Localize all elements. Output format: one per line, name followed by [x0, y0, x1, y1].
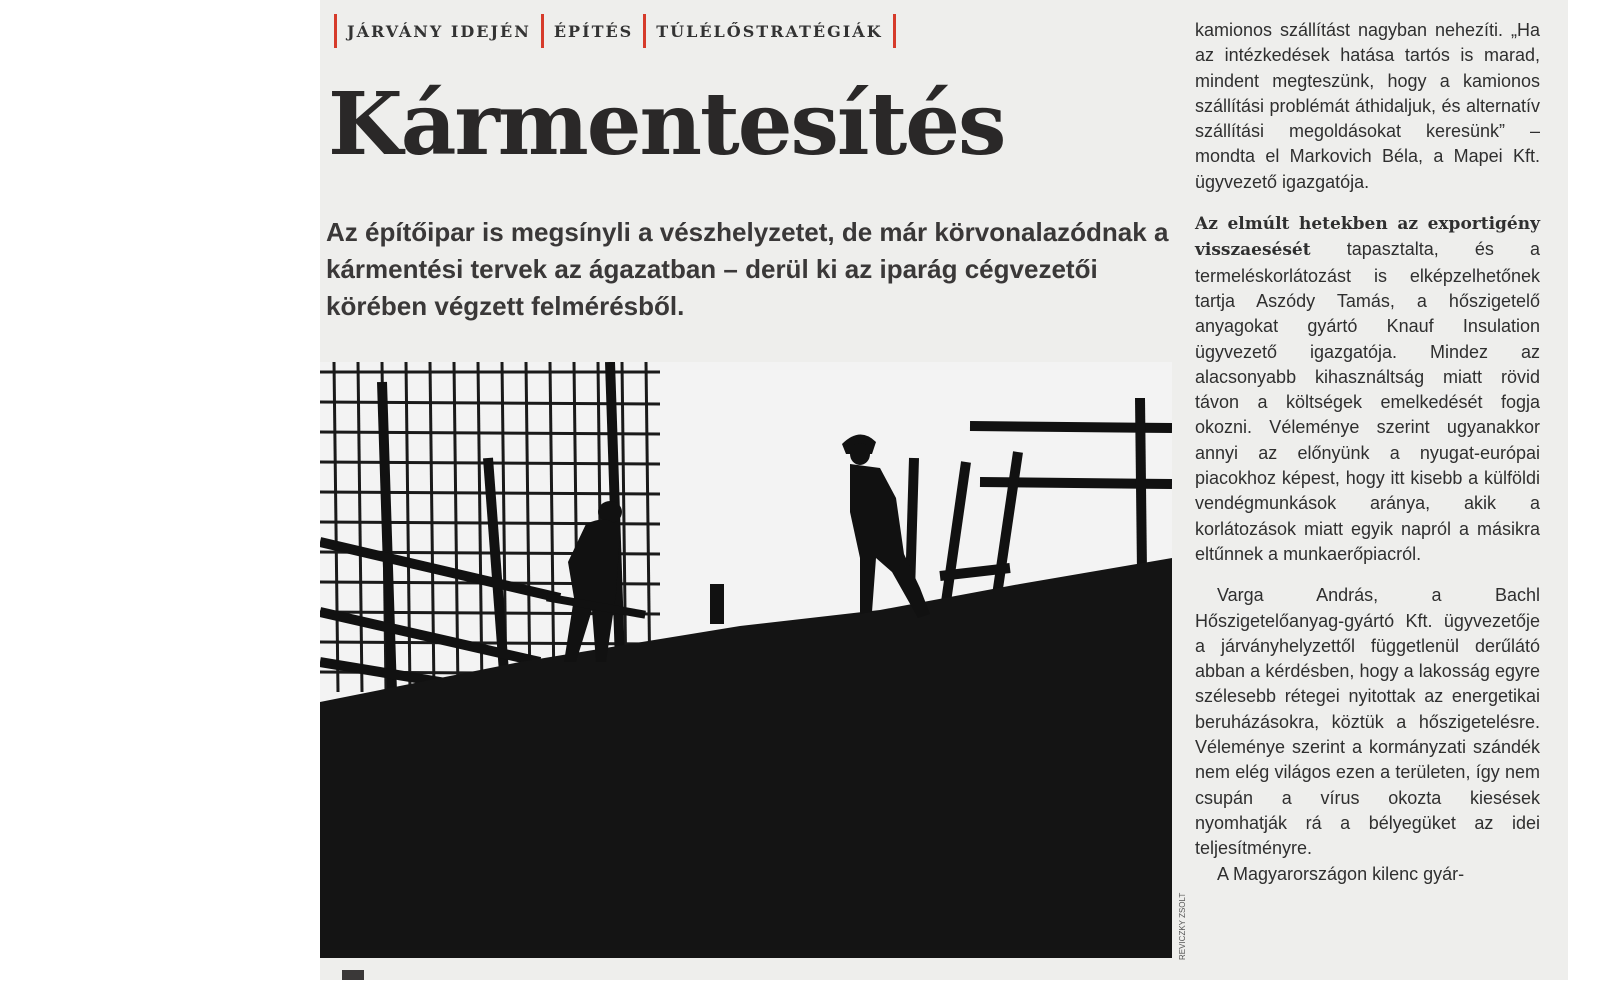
body-paragraph	[1195, 211, 1540, 567]
magazine-page	[320, 0, 1568, 980]
kicker-topic-1: JÁRVÁNY IDEJÉN	[347, 21, 531, 41]
body-paragraph: Varga András, a Bachl Hőszigetelőanyag-gyártó Kft. ügyvezetője a járványhelyzettől függetlenül derűlátó abban a kérdésben, hogy a lakosság egyre szélesebb rétegei nyitottak az energetikai beruházásokra, köztük a hőszigetelésre. Véleménye szerint a kormányzati szándék nem elég világos ezen a területen, így nem csupán a vírus okozta kiesések nyomhatják rá a bélyegüket az idei teljesítményre.	[1195, 585, 1540, 859]
kicker-topic-2: ÉPÍTÉS	[553, 21, 634, 41]
page-bottom-strip	[320, 962, 1568, 980]
body-paragraph: A Magyarországon kilenc gyár-	[1217, 863, 1465, 884]
kicker-divider	[541, 14, 544, 48]
drop-cap-fragment	[342, 970, 364, 980]
body-paragraph: kamionos szállítást nagyban nehezíti. „Ha az intézkedések hatása tartós is marad, mindent megteszünk, hogy a kamionos szállítási problémát áthidaljuk, és alternatív szállítási megoldásokat keresünk” – mondta el Markovich Béla, a Mapei Kft. ügyvezető igazgatója.	[1195, 20, 1540, 192]
kicker-divider	[893, 14, 896, 48]
run-in-heading: Az elmúlt hetekben az exportigény visszaesését	[1195, 214, 1540, 261]
construction-photo	[320, 362, 1172, 958]
photo-credit: REVICZKY ZSOLT	[1178, 892, 1187, 960]
article-headline: Kármentesítés	[328, 74, 1005, 175]
silhouette-illustration	[320, 362, 1172, 958]
kicker-topic-3: TÚLÉLŐSTRATÉGIÁK	[656, 21, 883, 41]
section-kicker	[334, 14, 906, 48]
article-lead: Az építőipar is megsínyli a vészhelyzetet, de már körvonalazódnak a kármentési tervek az ágazatban – derül ki az iparág cégvezetői körében végzett felmérésből.	[326, 217, 1169, 321]
body-text: tapasztalta, és a termeléskorlátozást is elképzelhetőnek tartja Aszódy Tamás, a hőszigetelő anyagokat gyártó Knauf Insulation ügyvezető igazgatója. Mindez az alacsonyabb kihasználtság miatt rövid távon a költségek emelkedését fogja okozni. Véleménye szerint ugyanakkor annyi az előnyünk a nyugat-európai piacokhoz képest, hogy itt kisebb a külföldi vendégmunkások aránya, akik a korlátozások miatt egyik napról a másikra eltűnnek a munkaerőpiacról.	[1195, 239, 1540, 564]
kicker-divider	[643, 14, 646, 48]
article-body-column	[1195, 18, 1540, 887]
scan-margin	[1568, 0, 1600, 1000]
kicker-divider	[334, 14, 337, 48]
